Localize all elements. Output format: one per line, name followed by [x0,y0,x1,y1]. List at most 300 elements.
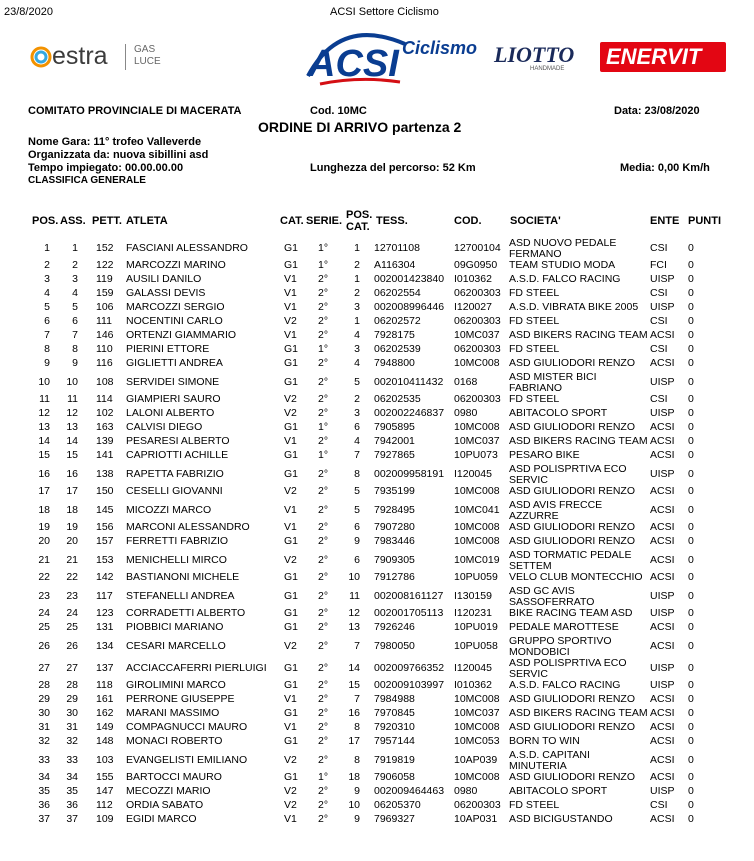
cell-tess: 7927865 [374,449,415,461]
cell-atleta: GALASSI DEVIS [126,287,206,299]
cell-poscat: 4 [354,357,360,369]
cell-pett: 114 [96,393,113,405]
cell-societa: ABITACOLO SPORT [509,407,608,419]
cell-punti: 0 [688,771,694,783]
cell-pos: 34 [38,771,50,783]
cell-cat: V2 [284,554,297,566]
cell-ente: UISP [650,407,675,419]
cell-serie: 2° [318,693,329,705]
cell-ente: ACSI [650,449,675,461]
table-row [0,694,754,708]
cell-pos: 25 [38,621,50,633]
cell-poscat: 14 [348,662,360,674]
cell-cat: V1 [284,273,297,285]
cell-cod: 10MC008 [454,721,500,733]
organizer: Organizzata da: nuova sibillini asd [28,149,209,161]
cell-punti: 0 [688,785,694,797]
cell-pett: 145 [96,504,114,516]
cell-tess: 06202572 [374,315,421,327]
cell-tess: 7909305 [374,554,415,566]
cell-cod: 12700104 [454,242,501,254]
cell-societa: ASD GIULIODORI RENZO [509,357,636,369]
cell-atleta: GIAMPIERI SAURO [126,393,221,405]
cell-cat: G1 [284,571,299,583]
cell-ass: 32 [66,735,78,747]
cell-poscat: 7 [354,693,360,705]
cell-pett: 118 [96,679,113,691]
cell-punti: 0 [688,376,694,388]
cell-tess: 06202539 [374,343,421,355]
cell-serie: 2° [318,754,329,766]
cell-serie: 2° [318,621,329,633]
cell-cat: G1 [284,357,299,369]
cell-societa: FD STEEL [509,799,560,811]
cell-tess: 7980050 [374,640,415,652]
cell-poscat: 1 [354,315,360,327]
cell-cod: 10MC008 [454,521,500,533]
cell-ass: 17 [66,485,78,497]
cell-atleta: SERVIDEI SIMONE [126,376,220,388]
cell-ente: ACSI [650,640,675,652]
cell-societa: FD STEEL [509,393,560,405]
cell-poscat: 6 [354,521,360,533]
table-row [0,288,754,302]
table-row [0,636,754,658]
print-date: 23/8/2020 [4,6,53,18]
cell-atleta: PIOBBICI MARIANO [126,621,224,633]
cell-societa: BORN TO WIN [509,735,580,747]
cell-pos: 8 [44,343,50,355]
cell-atleta: COMPAGNUCCI MAURO [126,721,248,733]
cell-societa: ASD BIKERS RACING TEAM [509,329,648,341]
cell-pos: 15 [38,449,50,461]
cell-cod: 10MC037 [454,707,500,719]
cell-atleta: BASTIANONI MICHELE [126,571,240,583]
cell-atleta: MECOZZI MARIO [126,785,211,797]
cell-ass: 13 [66,421,78,433]
cell-ass: 2 [72,259,78,271]
cell-ass: 16 [66,468,78,480]
cell-cod: 0168 [454,376,478,388]
cell-pos: 33 [38,754,50,766]
cell-serie: 2° [318,813,329,825]
cell-punti: 0 [688,521,694,533]
cell-cat: G1 [284,735,299,747]
cell-pett: 157 [96,535,114,547]
cell-punti: 0 [688,640,694,652]
cell-societa: A.S.D. VIBRATA BIKE 2005 [509,301,639,313]
cell-pos: 5 [44,301,50,313]
cell-tess: 06202554 [374,287,421,299]
cell-cat: V2 [284,407,297,419]
cell-pett: 163 [96,421,114,433]
cell-cod: 10PU058 [454,640,498,652]
cell-cat: V1 [284,301,297,313]
cell-poscat: 5 [354,504,360,516]
cell-serie: 2° [318,287,329,299]
cell-cod: 0980 [454,785,478,797]
cell-tess: 7957144 [374,735,415,747]
cell-atleta: MONACI ROBERTO [126,735,223,747]
acsi-logo [300,26,480,90]
cell-ass: 14 [66,435,78,447]
cell-pos: 27 [38,662,50,674]
table-row [0,450,754,464]
cell-societa: ASD MISTER BICI FABRIANO [509,371,597,394]
cell-tess: 06205370 [374,799,421,811]
cell-ente: FCI [650,259,667,271]
table-row [0,786,754,800]
cell-societa: PESARO BIKE [509,449,580,461]
cell-societa: FD STEEL [509,287,560,299]
cell-atleta: PERRONE GIUSEPPE [126,693,235,705]
cell-serie: 2° [318,273,329,285]
cell-ente: ACSI [650,693,675,705]
cell-cat: V2 [284,754,297,766]
col-atleta: ATLETA [126,215,168,227]
cell-punti: 0 [688,421,694,433]
cell-pos: 6 [44,315,50,327]
cell-serie: 2° [318,799,329,811]
cell-atleta: ORDIA SABATO [126,799,204,811]
cell-ass: 7 [72,329,78,341]
cell-pett: 152 [96,242,114,254]
cell-pos: 4 [44,287,50,299]
table-row [0,572,754,586]
cell-atleta: STEFANELLI ANDREA [126,590,235,602]
cell-cod: 06200303 [454,343,501,355]
cell-pos: 13 [38,421,50,433]
cell-pos: 18 [38,504,50,516]
cell-atleta: CESELLI GIOVANNI [126,485,223,497]
cell-punti: 0 [688,357,694,369]
cell-pos: 36 [38,799,50,811]
cell-pett: 106 [96,301,114,313]
cell-pett: 108 [96,376,114,388]
table-row [0,536,754,550]
cell-tess: 7969327 [374,813,415,825]
cell-pos: 3 [44,273,50,285]
cell-cat: V1 [284,721,297,733]
cell-pos: 2 [44,259,50,271]
cell-societa: ASD BIKERS RACING TEAM [509,435,648,447]
cell-pett: 103 [96,754,114,766]
cell-ass: 18 [66,504,78,516]
table-row [0,750,754,772]
cell-cod: 09G0950 [454,259,498,271]
cell-poscat: 1 [354,242,360,254]
cell-cod: I010362 [454,273,492,285]
cell-pett: 116 [96,357,113,369]
cell-ente: ACSI [650,771,675,783]
cell-ass: 22 [66,571,78,583]
cell-punti: 0 [688,571,694,583]
cell-serie: 2° [318,435,329,447]
race-name: Nome Gara: 11° trofeo Valleverde [28,136,202,148]
cell-pos: 11 [39,393,50,405]
print-title: ACSI Settore Ciclismo [330,6,439,18]
cell-pett: 156 [96,521,114,533]
cell-pett: 147 [96,785,114,797]
cell-pett: 134 [96,640,114,652]
cell-pos: 24 [38,607,50,619]
cell-poscat: 2 [354,287,360,299]
cell-serie: 2° [318,329,329,341]
cell-punti: 0 [688,554,694,566]
cell-ente: ACSI [650,735,675,747]
cell-societa: TEAM STUDIO MODA [509,259,616,271]
cell-societa: A.S.D. CAPITANI MINUTERIA [509,749,590,772]
cell-pett: 111 [96,315,112,327]
cell-poscat: 16 [348,707,360,719]
table-row [0,680,754,694]
cell-punti: 0 [688,621,694,633]
cell-poscat: 6 [354,421,360,433]
cell-punti: 0 [688,504,694,516]
cell-societa: ASD GIULIODORI RENZO [509,521,636,533]
cell-ente: ACSI [650,621,675,633]
cell-cat: V1 [284,813,297,825]
liotto-sub: HANDMADE [530,66,565,72]
cell-cat: G1 [284,707,299,719]
cell-tess: 002001705113 [374,607,444,619]
cell-ente: UISP [650,468,675,480]
cell-cod: 06200303 [454,393,501,405]
cell-serie: 2° [318,407,329,419]
cell-punti: 0 [688,735,694,747]
acsi-emblem-icon [300,26,410,86]
cell-pett: 142 [96,571,114,583]
cell-cod: 06200303 [454,799,501,811]
cell-societa: FD STEEL [509,315,560,327]
cell-atleta: MARANI MASSIMO [126,707,220,719]
col-pett: PETT. [92,215,122,227]
committee: COMITATO PROVINCIALE DI MACERATA [28,105,242,117]
cell-tess: 002002246837 [374,407,445,419]
cell-poscat: 9 [354,535,360,547]
cell-serie: 2° [318,721,329,733]
cell-pos: 12 [38,407,50,419]
cell-punti: 0 [688,449,694,461]
cell-poscat: 8 [354,721,360,733]
cell-tess: 002008161127 [374,590,444,602]
cell-pett: 117 [96,590,113,602]
cell-poscat: 10 [348,799,360,811]
cell-ente: ACSI [650,813,675,825]
cell-ass: 12 [66,407,78,419]
cell-societa: ASD POLISPRTIVA ECO SERVIC [509,463,627,486]
cell-cat: G1 [284,421,299,433]
cell-punti: 0 [688,707,694,719]
cell-punti: 0 [688,607,694,619]
cell-serie: 2° [318,504,329,516]
cell-atleta: CESARI MARCELLO [126,640,226,652]
cell-ente: ACSI [650,485,675,497]
cell-atleta: ORTENZI GIAMMARIO [126,329,237,341]
cell-punti: 0 [688,799,694,811]
cell-ente: ACSI [650,554,675,566]
cell-atleta: MARCOZZI MARINO [126,259,226,271]
cell-punti: 0 [688,535,694,547]
cell-cod: I130159 [454,590,492,602]
cell-societa: ASD AVIS FRECCE AZZURRE [509,499,603,522]
cell-ass: 3 [72,273,78,285]
cell-pos: 10 [38,376,50,388]
cell-poscat: 7 [354,640,360,652]
cell-serie: 2° [318,301,329,313]
cell-ass: 15 [66,449,78,461]
cell-ass: 20 [66,535,78,547]
cell-serie: 2° [318,571,329,583]
cell-ass: 36 [66,799,78,811]
cell-poscat: 11 [349,590,360,602]
cell-tess: 7948800 [374,357,415,369]
cell-tess: 7920310 [374,721,415,733]
col-societa: SOCIETA' [510,215,561,227]
table-row [0,358,754,372]
cell-poscat: 15 [348,679,360,691]
cell-ass: 31 [66,721,78,733]
cell-punti: 0 [688,393,694,405]
cell-serie: 1° [318,421,329,433]
cell-tess: 7983446 [374,535,415,547]
cell-cod: 10MC008 [454,693,500,705]
cell-atleta: AUSILI DANILO [126,273,202,285]
cell-ente: UISP [650,590,675,602]
cell-cod: I120231 [454,607,492,619]
cell-serie: 1° [318,449,329,461]
cell-pett: 139 [96,435,114,447]
cell-poscat: 5 [354,376,360,388]
cell-atleta: LALONI ALBERTO [126,407,215,419]
table-row [0,260,754,274]
cell-poscat: 13 [348,621,360,633]
cell-tess: 002010411432 [374,376,444,388]
cell-tess: 7928175 [374,329,415,341]
cell-tess: 7942001 [374,435,415,447]
cell-serie: 2° [318,535,329,547]
cell-tess: 002009464463 [374,785,445,797]
cell-cod: I120045 [454,662,492,674]
cell-ente: UISP [650,662,675,674]
cell-poscat: 2 [354,259,360,271]
cell-cod: 10MC008 [454,357,500,369]
cell-ass: 25 [66,621,78,633]
cell-serie: 2° [318,357,329,369]
cell-punti: 0 [688,259,694,271]
table-row [0,408,754,422]
cell-pett: 141 [96,449,114,461]
cell-pett: 153 [96,554,114,566]
liotto-text: LIOTTO [494,42,575,67]
committee-code: Cod. 10MC [310,105,367,117]
cell-ente: CSI [650,287,668,299]
table-row [0,464,754,486]
cell-pett: 138 [96,468,114,480]
table-row [0,372,754,394]
cell-atleta: EGIDI MARCO [126,813,197,825]
cell-ente: ACSI [650,357,675,369]
table-row [0,722,754,736]
cell-punti: 0 [688,662,694,674]
cell-pos: 35 [38,785,50,797]
liotto-logo [494,42,594,76]
cell-societa: GRUPPO SPORTIVO MONDOBICI [509,635,612,658]
cell-cat: V1 [284,435,297,447]
cell-atleta: GIROLIMINI MARCO [126,679,226,691]
cell-serie: 2° [318,393,329,405]
cell-cod: 10PU059 [454,571,498,583]
cell-cod: I120045 [454,468,492,480]
cell-poscat: 9 [354,813,360,825]
cell-atleta: RAPETTA FABRIZIO [126,468,224,480]
cell-ente: UISP [650,785,675,797]
cell-punti: 0 [688,287,694,299]
page-title: ORDINE DI ARRIVO partenza 2 [258,119,462,135]
cell-cod: 10MC053 [454,735,500,747]
cell-tess: 06202535 [374,393,421,405]
cell-ente: UISP [650,679,675,691]
col-ente: ENTE [650,215,680,227]
cell-ente: ACSI [650,535,675,547]
cell-ente: ACSI [650,329,675,341]
cell-cod: 06200303 [454,287,501,299]
cell-pos: 17 [38,485,50,497]
cell-cod: 10AP031 [454,813,498,825]
cell-ass: 11 [67,393,78,405]
cell-poscat: 17 [348,735,360,747]
cell-pos: 20 [38,535,50,547]
cell-cat: G1 [284,535,299,547]
cell-tess: 002009766352 [374,662,445,674]
cell-cod: 10MC008 [454,485,500,497]
race-date: Data: 23/08/2020 [614,105,700,117]
cell-societa: ASD BICIGUSTANDO [509,813,613,825]
cell-punti: 0 [688,679,694,691]
cell-punti: 0 [688,315,694,327]
cell-punti: 0 [688,813,694,825]
cell-pos: 22 [38,571,50,583]
estra-swirl-icon [30,46,52,68]
cell-societa: ASD GIULIODORI RENZO [509,771,636,783]
cell-ass: 27 [66,662,78,674]
cell-atleta: NOCENTINI CARLO [126,315,223,327]
cell-pos: 30 [38,707,50,719]
cell-tess: 7926246 [374,621,415,633]
cell-punti: 0 [688,329,694,341]
cell-pett: 110 [96,343,113,355]
cell-cod: 10PU073 [454,449,498,461]
cell-pett: 149 [96,721,114,733]
table-row [0,394,754,408]
acsi-ciclismo-text: Ciclismo [402,38,478,58]
cell-atleta: CORRADETTI ALBERTO [126,607,246,619]
cell-cod: 10MC008 [454,535,500,547]
cell-ente: UISP [650,607,675,619]
col-serie: SERIE. [306,215,343,227]
cell-cat: V1 [284,521,297,533]
cell-ente: CSI [650,393,668,405]
cell-ente: UISP [650,376,675,388]
cell-serie: 2° [318,554,329,566]
cell-cat: V1 [284,693,297,705]
cell-cat: V2 [284,315,297,327]
cell-serie: 2° [318,662,329,674]
cell-tess: 7928495 [374,504,415,516]
cell-poscat: 8 [354,754,360,766]
cell-tess: 002008996446 [374,301,445,313]
cell-pett: 123 [96,607,114,619]
